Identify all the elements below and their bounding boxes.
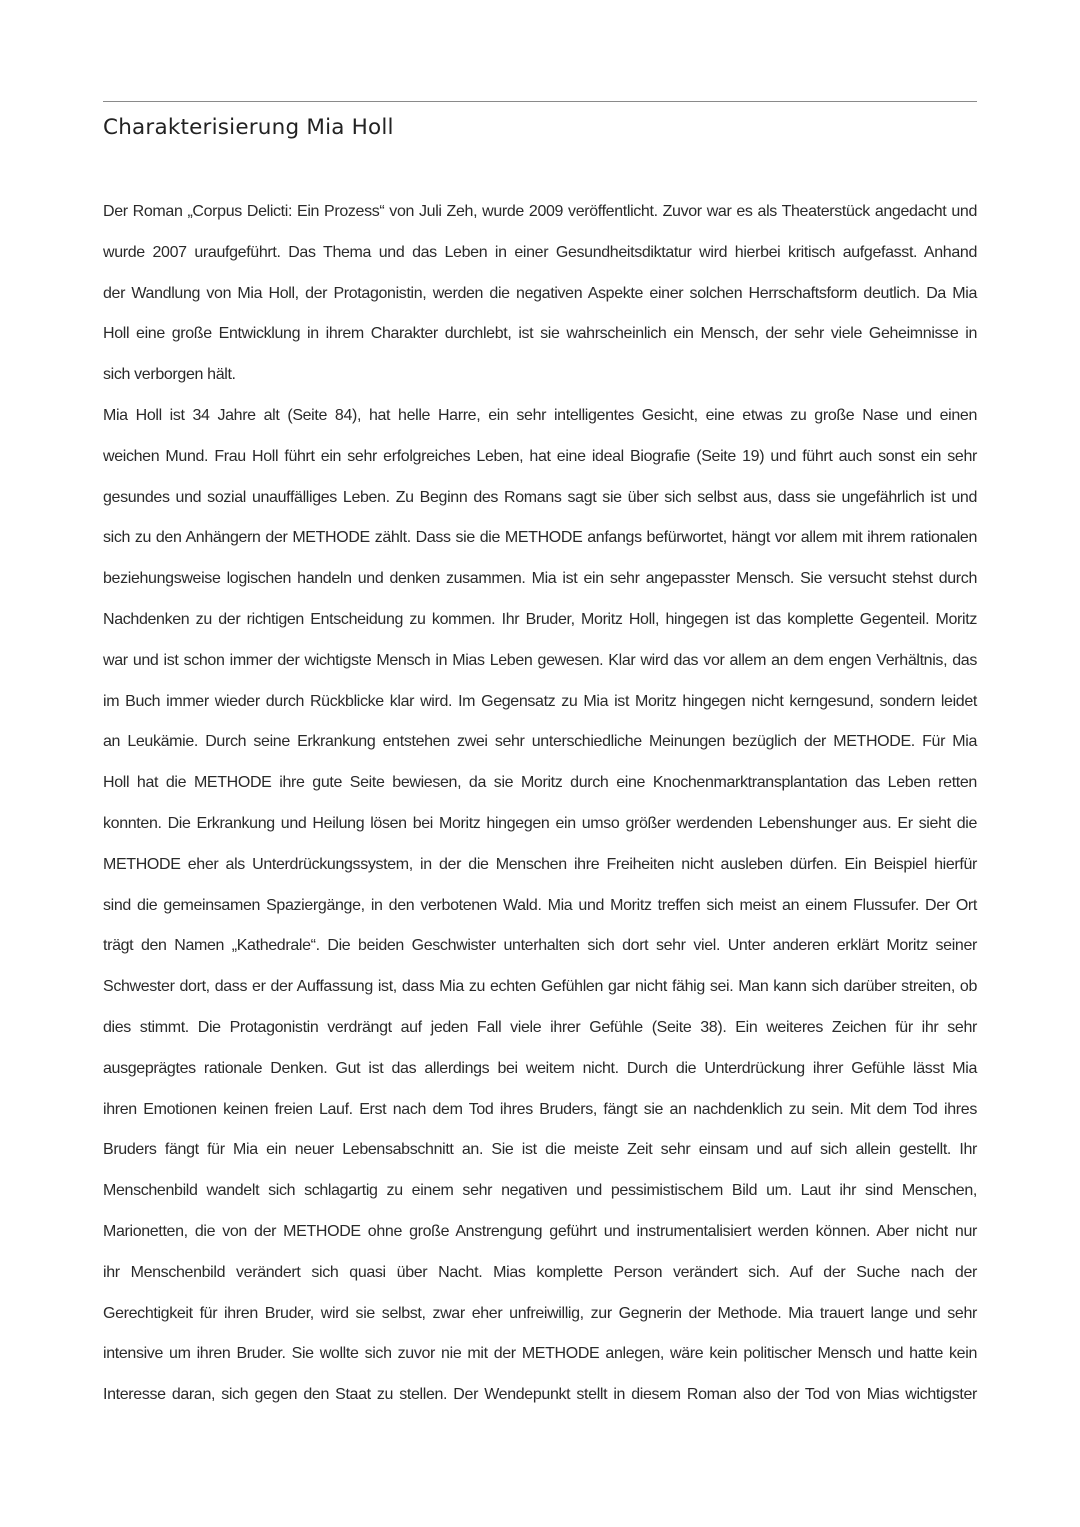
text-line: dies stimmt. Die Protagonistin verdrängt auf jeden Fall viele ihrer Gefühle (Seite 38). Ein weiteres Zeichen für ihr sehr — [103, 1018, 977, 1036]
text-line: intensive um ihren Bruder. Sie wollte sich zuvor nie mit der METHODE anlegen, wäre kein politischer Mensch und hatte kein — [103, 1345, 977, 1363]
text-line: konnten. Die Erkrankung und Heilung lösen bei Moritz hingegen ein umso größer werdenden Lebenshunger aus. Er sieht die — [103, 814, 977, 832]
text-line: Schwester dort, dass er der Auffassung ist, dass Mia zu echten Gefühlen gar nicht fähig sei. Man kann sich darüber streiten, ob — [103, 978, 977, 996]
text-line: der Wandlung von Mia Holl, der Protagonistin, werden die negativen Aspekte einer solchen Herrschaftsform deutlich. Da Mia — [103, 284, 977, 302]
text-line: ihr Menschenbild verändert sich quasi über Nacht. Mias komplette Person verändert sich. Auf der Suche nach der — [103, 1263, 977, 1281]
text-line: METHODE eher als Unterdrückungssystem, in der die Menschen ihre Freiheiten nicht ausleben dürfen. Ein Beispiel hierfür — [103, 855, 977, 873]
text-line: Menschenbild wandelt sich schlagartig zu einem sehr negativen und pessimistischem Bild um. Laut ihr sind Menschen, — [103, 1182, 977, 1200]
text-line: an Leukämie. Durch seine Erkrankung entstehen zwei sehr unterschiedliche Meinungen bezüglich der METHODE. Für Mia — [103, 733, 977, 751]
text-line: war und ist schon immer der wichtigste Mensch in Mias Leben gewesen. Klar wird das vor allem an dem engen Verhältnis, das — [103, 651, 977, 669]
text-line: ausgeprägtes rationale Denken. Gut ist das allerdings bei weitem nicht. Durch die Unterdrückung ihrer Gefühle lässt Mia — [103, 1059, 977, 1077]
paragraph-2 — [103, 396, 977, 1416]
text-line: wurde 2007 uraufgeführt. Das Thema und das Leben in einer Gesundheitsdiktatur wird hierbei kritisch aufgefasst. Anhand — [103, 243, 977, 261]
paragraph-1 — [103, 192, 977, 396]
top-divider — [103, 101, 977, 102]
text-line: ihren Emotionen keinen freien Lauf. Erst nach dem Tod ihres Bruders, fängt sie an nachdenklich zu sein. Mit dem Tod ihres — [103, 1100, 977, 1118]
text-line: weichen Mund. Frau Holl führt ein sehr erfolgreiches Leben, hat eine ideal Biografie (Seite 19) und führt auch sonst ein sehr — [103, 447, 977, 465]
document-body — [103, 192, 977, 1416]
text-line: Holl eine große Entwicklung in ihrem Charakter durchlebt, ist sie wahrscheinlich ein Mensch, der sehr viele Geheimnisse in — [103, 325, 977, 343]
text-line: trägt den Namen „Kathedrale“. Die beiden Geschwister unterhalten sich dort sehr viel. Unter anderen erklärt Moritz seiner — [103, 937, 977, 955]
text-line: Mia Holl ist 34 Jahre alt (Seite 84), hat helle Harre, ein sehr intelligentes Gesicht, eine etwas zu große Nase und einen — [103, 406, 977, 424]
page-title: Charakterisierung Mia Holl — [103, 115, 394, 140]
text-line: Interesse daran, sich gegen den Staat zu stellen. Der Wendepunkt stellt in diesem Roman also der Tod von Mias wichtigster — [103, 1386, 977, 1404]
text-line: sich zu den Anhängern der METHODE zählt. Dass sie die METHODE anfangs befürwortet, hängt vor allem mit ihrem rationalen — [103, 529, 977, 547]
text-line: Marionetten, die von der METHODE ohne große Anstrengung geführt und instrumentalisiert werden können. Aber nicht nur — [103, 1222, 977, 1240]
text-line: im Buch immer wieder durch Rückblicke klar wird. Im Gegensatz zu Mia ist Moritz hingegen nicht kerngesund, sondern leidet — [103, 692, 977, 710]
text-line: sich verborgen hält. — [103, 366, 236, 384]
text-line: beziehungsweise logischen handeln und denken zusammen. Mia ist ein sehr angepasster Mensch. Sie versucht stehst durch — [103, 570, 977, 588]
text-line: Nachdenken zu der richtigen Entscheidung zu kommen. Ihr Bruder, Moritz Holl, hingegen ist das komplette Gegenteil. Moritz — [103, 610, 977, 628]
text-line: sind die gemeinsamen Spaziergänge, in den verbotenen Wald. Mia und Moritz treffen sich meist an einem Flussufer. Der Ort — [103, 896, 977, 914]
text-line: Holl hat die METHODE ihre gute Seite bewiesen, da sie Moritz durch eine Knochenmarktransplantation das Leben retten — [103, 774, 977, 792]
text-line: gesundes und sozial unauffälliges Leben. Zu Beginn des Romans sagt sie über sich selbst aus, dass sie ungefährlich ist und — [103, 488, 977, 506]
text-line: Der Roman „Corpus Delicti: Ein Prozess“ von Juli Zeh, wurde 2009 veröffentlicht. Zuvor war es als Theaterstück angedacht und — [103, 203, 977, 220]
text-line: Gerechtigkeit für ihren Bruder, wird sie selbst, zwar eher unfreiwillig, zur Gegnerin der Methode. Mia trauert lange und sehr — [103, 1304, 977, 1322]
text-line: Bruders fängt für Mia ein neuer Lebensabschnitt an. Sie ist die meiste Zeit sehr einsam und auf sich allein gestellt. Ihr — [103, 1141, 977, 1159]
